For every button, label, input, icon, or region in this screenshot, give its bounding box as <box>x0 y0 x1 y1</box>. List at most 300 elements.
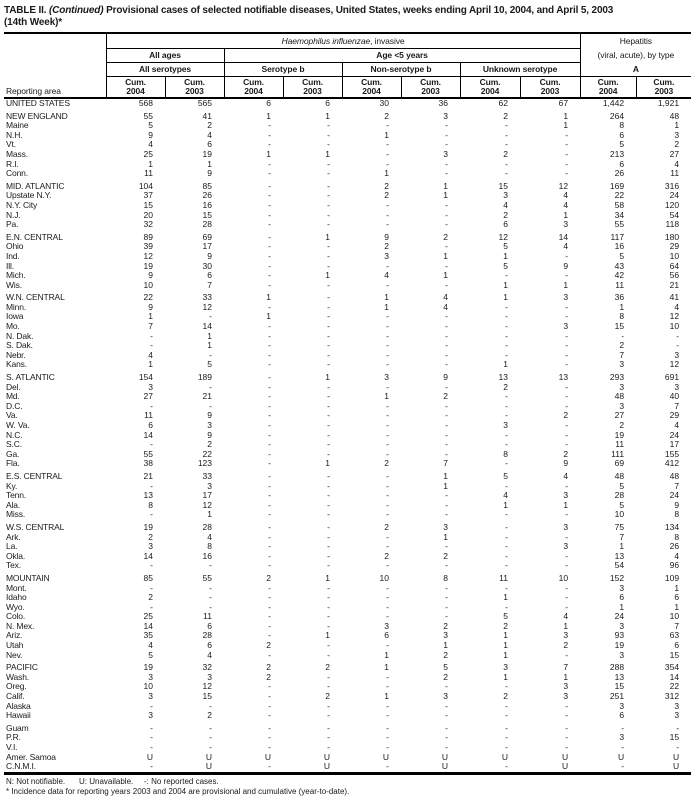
value-cell: 48 <box>614 471 625 481</box>
value-cell: - <box>268 421 271 430</box>
value-cell: 85 <box>143 573 153 583</box>
value-cell: 2 <box>674 140 680 150</box>
value-cell: 10 <box>143 280 153 290</box>
reporting-area-cell: Amer. Samoa <box>6 752 56 762</box>
value-cell: U <box>672 752 680 762</box>
value-cell: - <box>565 382 569 392</box>
table-row <box>4 150 691 160</box>
value-cell: - <box>565 159 569 169</box>
value-cell: - <box>268 491 271 501</box>
value-cell: 3 <box>674 711 680 721</box>
value-cell: 3 <box>207 672 212 682</box>
reporting-area-cell: Calif. <box>6 692 25 702</box>
value-cell: - <box>386 561 389 571</box>
value-cell: 1 <box>563 210 569 220</box>
table-row <box>4 542 691 552</box>
value-cell: - <box>268 723 271 733</box>
value-cell: 12 <box>669 312 680 322</box>
value-cell: 16 <box>202 551 212 561</box>
reporting-area-cell: Ala. <box>6 500 21 510</box>
value-cell: - <box>327 331 330 341</box>
value-cell: 155 <box>664 449 680 459</box>
value-cell: 3 <box>503 421 508 430</box>
value-cell: 28 <box>614 491 625 501</box>
table-row <box>4 472 691 482</box>
value-cell: 3 <box>148 542 153 552</box>
value-cell: 15 <box>614 322 625 332</box>
value-cell: - <box>327 440 330 450</box>
value-cell: 6 <box>266 98 271 108</box>
cum-year: 2004 <box>362 85 381 96</box>
value-cell: - <box>268 121 271 131</box>
value-cell: 10 <box>379 573 389 583</box>
table-row <box>4 322 691 332</box>
value-cell: - <box>327 401 330 411</box>
value-cell: 1 <box>503 280 508 290</box>
table-row <box>4 332 691 342</box>
reporting-area-cell: Iowa <box>6 312 24 322</box>
value-cell: 30 <box>379 98 389 108</box>
reporting-area-cell: R.I. <box>6 159 19 169</box>
reporting-area-cell: W.S. CENTRAL <box>6 522 65 532</box>
value-cell: 42 <box>614 271 625 281</box>
value-cell: - <box>505 459 508 469</box>
value-cell: 8 <box>503 449 508 459</box>
value-cell: 120 <box>664 200 680 210</box>
value-cell: 12 <box>669 360 680 370</box>
column-header-cum <box>580 76 636 98</box>
value-cell: 1 <box>503 293 508 303</box>
table-row <box>4 220 691 230</box>
value-cell: 40 <box>669 392 680 402</box>
value-cell: - <box>268 220 271 230</box>
value-cell: 21 <box>143 471 153 481</box>
value-cell: 24 <box>669 430 680 440</box>
value-cell: 11 <box>670 169 680 179</box>
reporting-area-cell: Utah <box>6 641 24 651</box>
value-cell: - <box>386 200 389 210</box>
table-row <box>4 201 691 211</box>
value-cell: 2 <box>266 573 271 583</box>
value-cell: - <box>505 701 508 711</box>
value-cell: 19 <box>614 430 625 440</box>
value-cell: 27 <box>143 392 153 402</box>
reporting-area-cell: Va. <box>6 411 18 421</box>
value-cell: - <box>327 510 330 520</box>
value-cell: - <box>445 583 448 593</box>
value-cell: - <box>565 602 569 612</box>
table-row <box>4 651 691 661</box>
value-cell: 2 <box>207 711 212 721</box>
value-cell: 1 <box>325 373 330 383</box>
value-cell: 3 <box>384 251 389 261</box>
value-cell: 2 <box>384 459 389 469</box>
value-cell: - <box>445 733 448 743</box>
value-cell: - <box>445 322 448 332</box>
page-title-line2: (14th Week)* <box>4 17 63 28</box>
legend-not-notifiable: N: Not notifiable. <box>6 776 66 786</box>
table-row <box>4 252 691 262</box>
value-cell: 9 <box>563 459 569 469</box>
value-cell: 4 <box>148 641 153 651</box>
value-cell: 134 <box>664 522 680 532</box>
value-cell: - <box>445 382 448 392</box>
value-cell: - <box>268 522 271 532</box>
reporting-area-cell: Mass. <box>6 149 28 159</box>
value-cell: - <box>209 701 212 711</box>
value-cell: - <box>445 220 448 230</box>
value-cell: 29 <box>669 242 680 252</box>
value-cell: - <box>150 341 153 351</box>
value-cell: 1 <box>148 360 153 370</box>
value-cell: 15 <box>143 200 153 210</box>
value-cell: - <box>268 612 271 622</box>
table-row <box>4 281 691 291</box>
table-row <box>4 743 691 753</box>
value-cell: - <box>268 159 271 169</box>
value-cell: 3 <box>563 522 569 532</box>
value-cell: - <box>268 382 271 392</box>
value-cell: 3 <box>443 522 448 532</box>
header-spacer <box>4 62 106 76</box>
value-cell: 1 <box>384 130 389 140</box>
value-cell: 111 <box>611 449 625 459</box>
value-cell: 3 <box>674 701 680 711</box>
value-cell: 3 <box>384 373 389 383</box>
value-cell: 21 <box>202 392 212 402</box>
value-cell: 54 <box>614 561 625 571</box>
value-cell: 19 <box>202 149 212 159</box>
value-cell: 316 <box>664 181 680 191</box>
value-cell: - <box>445 169 448 179</box>
value-cell: 29 <box>669 411 680 421</box>
value-cell: 412 <box>664 459 680 469</box>
value-cell: - <box>150 733 153 743</box>
value-cell: 5 <box>503 471 508 481</box>
value-cell: 2 <box>207 440 212 450</box>
table-row <box>4 663 691 673</box>
value-cell: 12 <box>558 181 569 191</box>
value-cell: 1 <box>503 650 508 660</box>
value-cell: 3 <box>443 111 448 121</box>
value-cell: 4 <box>443 302 448 312</box>
value-cell: 9 <box>148 271 153 281</box>
value-cell: 64 <box>669 261 680 271</box>
value-cell: 5 <box>148 650 153 660</box>
value-cell: 6 <box>674 641 680 651</box>
value-cell: - <box>505 532 508 542</box>
value-cell: 3 <box>384 621 389 631</box>
value-cell: - <box>150 331 153 341</box>
value-cell: - <box>327 421 330 430</box>
value-cell: - <box>327 251 330 261</box>
header-spacer <box>4 48 106 62</box>
value-cell: 3 <box>207 481 212 491</box>
value-cell: - <box>565 140 569 150</box>
value-cell: 30 <box>202 261 212 271</box>
value-cell: U <box>264 752 271 762</box>
table-row <box>4 341 691 351</box>
value-cell: 4 <box>674 421 680 430</box>
value-cell: - <box>445 421 448 430</box>
value-cell: 7 <box>563 663 569 673</box>
value-cell: 14 <box>143 621 153 631</box>
value-cell: 4 <box>563 471 569 481</box>
table-row <box>4 121 691 131</box>
value-cell: 1 <box>384 650 389 660</box>
value-cell: - <box>621 723 625 733</box>
reporting-area-cell: Idaho <box>6 593 27 603</box>
value-cell: 36 <box>614 293 625 303</box>
column-header-cum <box>283 76 342 98</box>
value-cell: 14 <box>669 672 680 682</box>
value-cell: 4 <box>674 551 680 561</box>
value-cell: 39 <box>143 242 153 252</box>
reporting-area-cell: N.J. <box>6 210 21 220</box>
value-cell: - <box>327 471 330 481</box>
value-cell: 1 <box>443 532 448 542</box>
value-cell: 54 <box>669 210 680 220</box>
value-cell: 2 <box>384 191 389 201</box>
cum-label: Cum. <box>361 76 382 87</box>
value-cell: U <box>441 752 448 762</box>
value-cell: 15 <box>202 692 212 702</box>
value-cell: U <box>441 762 448 772</box>
value-cell: - <box>621 762 625 772</box>
value-cell: - <box>268 392 271 402</box>
col-group-non-serotype-b: Non-serotype b <box>342 62 460 76</box>
value-cell: 7 <box>674 621 680 631</box>
reporting-area-cell: Ky. <box>6 481 18 491</box>
value-cell: - <box>268 551 271 561</box>
reporting-area-cell: D.C. <box>6 401 23 411</box>
value-cell: 48 <box>669 471 680 481</box>
value-cell: 1 <box>443 481 448 491</box>
value-cell: - <box>268 331 271 341</box>
col-group-all-serotypes: All serotypes <box>106 62 224 76</box>
value-cell: - <box>209 350 212 360</box>
reporting-area-cell: Alaska <box>6 701 31 711</box>
value-cell: 9 <box>148 302 153 312</box>
value-cell: 6 <box>325 98 330 108</box>
table-row <box>4 431 691 441</box>
value-cell: - <box>386 500 389 510</box>
cum-year: 2003 <box>303 85 322 96</box>
value-cell: - <box>445 261 448 271</box>
value-cell: 4 <box>207 532 212 542</box>
value-cell: - <box>565 302 569 312</box>
value-cell: 37 <box>143 191 153 201</box>
value-cell: - <box>621 331 625 341</box>
value-cell: 1 <box>674 121 680 131</box>
value-cell: 10 <box>558 573 569 583</box>
value-cell: 28 <box>202 522 212 532</box>
value-cell: 3 <box>619 621 625 631</box>
value-cell: - <box>327 242 330 252</box>
value-cell: - <box>327 121 330 131</box>
value-cell: - <box>505 331 508 341</box>
value-cell: - <box>505 302 508 312</box>
value-cell: 117 <box>610 232 625 242</box>
value-cell: 14 <box>202 322 212 332</box>
value-cell: 9 <box>207 411 212 421</box>
value-cell: 36 <box>438 98 448 108</box>
table-row <box>4 373 691 383</box>
value-cell: U <box>205 762 212 772</box>
value-cell: - <box>150 440 153 450</box>
value-cell: 14 <box>143 430 153 440</box>
value-cell: 11 <box>499 573 508 583</box>
value-cell: 67 <box>558 98 569 108</box>
value-cell: 1 <box>443 191 448 201</box>
reporting-area-cell: Md. <box>6 392 20 402</box>
reporting-area-cell: PACIFIC <box>6 663 38 673</box>
value-cell: 7 <box>619 350 625 360</box>
value-cell: 1 <box>443 251 448 261</box>
value-cell: 118 <box>665 220 680 230</box>
value-cell: 4 <box>384 271 389 281</box>
table-row <box>4 574 691 584</box>
value-cell: 7 <box>674 481 680 491</box>
value-cell: - <box>505 159 508 169</box>
value-cell: U <box>205 752 212 762</box>
value-cell: - <box>386 440 389 450</box>
value-cell: 1 <box>674 602 680 612</box>
value-cell: - <box>505 271 508 281</box>
table-row <box>4 211 691 221</box>
table-row <box>4 169 691 179</box>
value-cell: 1 <box>443 181 448 191</box>
value-cell: 8 <box>674 510 680 520</box>
value-cell: - <box>209 312 212 322</box>
value-cell: - <box>150 602 153 612</box>
value-cell: 5 <box>443 663 448 673</box>
table-row <box>4 312 691 322</box>
value-cell: 19 <box>614 641 625 651</box>
reporting-area-cell: S.C. <box>6 440 22 450</box>
value-cell: - <box>445 200 448 210</box>
value-cell: 69 <box>202 232 212 242</box>
value-cell: - <box>268 411 271 421</box>
cum-label: Cum. <box>184 76 205 87</box>
cum-label: Cum. <box>597 76 619 87</box>
table-row <box>4 482 691 492</box>
value-cell: - <box>445 711 448 721</box>
value-cell: 15 <box>202 210 212 220</box>
value-cell: - <box>505 602 508 612</box>
value-cell: - <box>386 401 389 411</box>
reporting-area-cell: Nebr. <box>6 350 26 360</box>
value-cell: - <box>386 430 389 440</box>
value-cell: 1 <box>207 341 212 351</box>
value-cell: - <box>327 130 330 140</box>
value-cell: 58 <box>614 200 625 210</box>
value-cell: - <box>209 723 212 733</box>
reporting-area-cell: Wis. <box>6 280 22 290</box>
value-cell: 7 <box>443 459 448 469</box>
value-cell: - <box>268 360 271 370</box>
table-row <box>4 561 691 571</box>
value-cell: - <box>565 481 569 491</box>
value-cell: 3 <box>674 382 680 392</box>
value-cell: - <box>565 360 569 370</box>
value-cell: 4 <box>563 191 569 201</box>
value-cell: - <box>386 762 389 772</box>
value-cell: 4 <box>503 491 508 501</box>
value-cell: 4 <box>148 140 153 150</box>
reporting-area-cell: UNITED STATES <box>6 98 70 108</box>
value-cell: 17 <box>202 491 212 501</box>
value-cell: - <box>327 322 330 332</box>
reporting-area-cell: W. Va. <box>6 421 30 430</box>
value-cell: 8 <box>148 500 153 510</box>
value-cell: 13 <box>614 672 625 682</box>
reporting-area-cell: Hawaii <box>6 711 31 721</box>
value-cell: 6 <box>674 593 680 603</box>
value-cell: 1 <box>443 271 448 281</box>
value-cell: 5 <box>619 140 625 150</box>
reporting-area-cell: C.N.M.I. <box>6 762 36 772</box>
cum-year: 2004 <box>126 85 145 96</box>
value-cell: 3 <box>503 663 508 673</box>
reporting-area-cell: Mont. <box>6 583 27 593</box>
value-cell: - <box>505 762 508 772</box>
column-header-cum <box>460 76 520 98</box>
value-cell: - <box>268 169 271 179</box>
value-cell: 154 <box>138 373 153 383</box>
header-spacer <box>4 33 106 48</box>
value-cell: - <box>386 159 389 169</box>
value-cell: - <box>268 542 271 552</box>
cum-year: 2004 <box>480 85 500 96</box>
value-cell: - <box>268 481 271 491</box>
value-cell: - <box>327 140 330 150</box>
value-cell: - <box>386 360 389 370</box>
table-row <box>4 262 691 272</box>
value-cell: - <box>565 350 569 360</box>
value-cell: 93 <box>614 631 625 641</box>
value-cell: - <box>445 121 448 131</box>
col-group-hepatitis-a: A <box>580 62 691 76</box>
value-cell: - <box>386 491 389 501</box>
value-cell: 6 <box>207 641 212 651</box>
value-cell: - <box>268 711 271 721</box>
value-cell: - <box>150 583 153 593</box>
table-row <box>4 692 691 702</box>
value-cell: 12 <box>202 682 212 692</box>
cum-year: 2004 <box>244 85 263 96</box>
value-cell: 2 <box>325 663 330 673</box>
value-cell: - <box>445 743 448 752</box>
value-cell: U <box>323 752 330 762</box>
value-cell: - <box>565 430 569 440</box>
value-cell: - <box>505 169 508 179</box>
table-row <box>4 450 691 460</box>
value-cell: 3 <box>563 322 569 332</box>
table-row <box>4 233 691 243</box>
value-cell: - <box>386 322 389 332</box>
value-cell: - <box>505 350 508 360</box>
table-row <box>4 351 691 361</box>
haemophilus-rest: , invasive <box>370 35 405 46</box>
value-cell: 2 <box>207 121 212 131</box>
value-cell: 3 <box>674 130 680 140</box>
value-cell: U <box>146 752 153 762</box>
title-continued: (Continued) <box>48 5 104 16</box>
value-cell: - <box>445 280 448 290</box>
value-cell: - <box>327 350 330 360</box>
col-group-hepatitis-subtitle: (viral, acute), by type <box>580 48 691 62</box>
